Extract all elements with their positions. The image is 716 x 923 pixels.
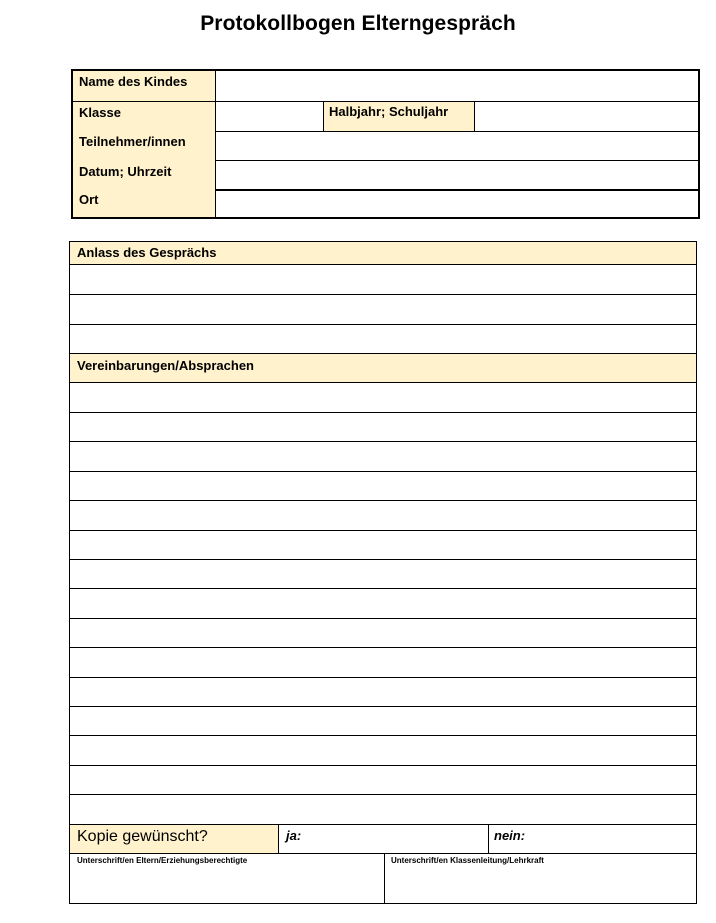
label-cell-datum bbox=[73, 161, 216, 189]
teilnehmer-field[interactable] bbox=[217, 132, 698, 161]
label-cell-teilnehmer bbox=[73, 131, 216, 161]
writing-line bbox=[70, 647, 696, 648]
ort-field[interactable] bbox=[217, 191, 698, 217]
vereinbarungen-label: Vereinbarungen/Absprachen bbox=[77, 358, 254, 373]
label-cell-halbjahr bbox=[323, 102, 475, 131]
ja-label: ja: bbox=[286, 828, 302, 843]
nein-label: nein: bbox=[494, 828, 526, 843]
klasse-field[interactable] bbox=[217, 102, 323, 131]
writing-line bbox=[70, 588, 696, 589]
writing-line bbox=[70, 471, 696, 472]
vereinbarungen-header bbox=[70, 353, 696, 383]
writing-line bbox=[70, 618, 696, 619]
writing-line bbox=[70, 794, 696, 795]
sig-parents-field[interactable] bbox=[70, 854, 384, 903]
writing-line bbox=[70, 294, 696, 295]
info-table bbox=[71, 69, 700, 219]
kopie-cell bbox=[70, 825, 279, 853]
sig-teacher-label: Unterschrift/en Klassenleitung/Lehrkraft bbox=[391, 856, 544, 865]
name-label: Name des Kindes bbox=[79, 74, 188, 89]
kopie-label: Kopie gewünscht? bbox=[77, 828, 208, 845]
ja-field[interactable] bbox=[279, 825, 488, 853]
row-name bbox=[73, 71, 698, 101]
anlass-header bbox=[70, 242, 696, 265]
teilnehmer-label: Teilnehmer/innen bbox=[79, 134, 186, 149]
writing-line bbox=[70, 530, 696, 531]
datum-field[interactable] bbox=[217, 161, 698, 189]
datum-label: Datum; Uhrzeit bbox=[79, 164, 172, 179]
label-cell-klasse bbox=[73, 102, 216, 131]
label-cell-ort bbox=[73, 189, 216, 217]
halbjahr-label: Halbjahr; Schuljahr bbox=[329, 104, 449, 119]
writing-line bbox=[70, 559, 696, 560]
writing-line bbox=[70, 677, 696, 678]
label-cell-name bbox=[73, 71, 216, 101]
row-teilnehmer bbox=[73, 131, 698, 161]
row-ort bbox=[73, 189, 698, 217]
sig-parents-label: Unterschrift/en Eltern/Erziehungsberechtigte bbox=[77, 856, 248, 865]
nein-field[interactable] bbox=[489, 825, 696, 853]
writing-line bbox=[70, 735, 696, 736]
writing-line bbox=[70, 765, 696, 766]
sig-teacher-field[interactable] bbox=[385, 854, 696, 903]
ort-label: Ort bbox=[79, 192, 99, 207]
writing-line bbox=[70, 500, 696, 501]
writing-line bbox=[70, 706, 696, 707]
name-field[interactable] bbox=[217, 71, 698, 101]
anlass-label: Anlass des Gesprächs bbox=[77, 245, 217, 260]
row-datum bbox=[73, 161, 698, 189]
writing-line bbox=[70, 324, 696, 325]
klasse-label: Klasse bbox=[79, 105, 121, 120]
halbjahr-field[interactable] bbox=[475, 102, 698, 131]
form-title: Protokollbogen Elterngespräch bbox=[200, 12, 516, 35]
writing-line bbox=[70, 412, 696, 413]
writing-line bbox=[70, 441, 696, 442]
row-klasse bbox=[73, 102, 698, 131]
protocol-table bbox=[69, 241, 697, 904]
